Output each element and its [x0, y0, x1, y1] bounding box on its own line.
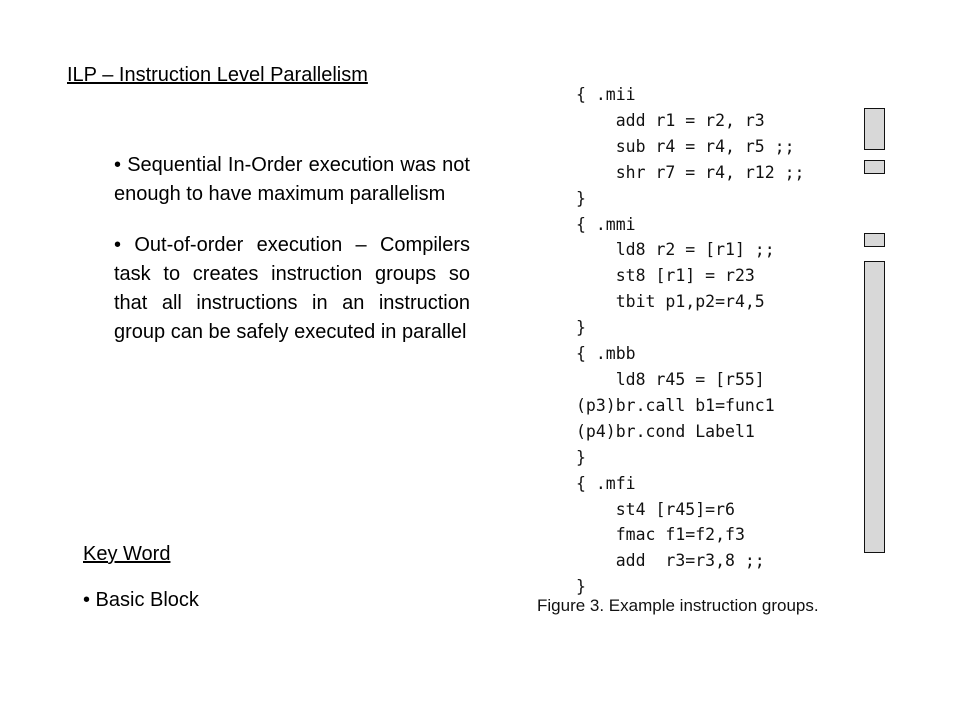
instruction-group-bar-2 [864, 160, 885, 174]
code-line: ld8 r45 = [r55] [576, 369, 765, 389]
keyword-heading: Key Word [83, 543, 171, 565]
code-line: } [576, 318, 586, 338]
code-line: } [576, 188, 586, 208]
instruction-group-bar-4 [864, 261, 885, 553]
code-line: } [576, 447, 586, 467]
code-line: fmac f1=f2,f3 [576, 525, 745, 545]
slide-title: ILP – Instruction Level Parallelism [67, 64, 368, 86]
code-line: { .mfi [576, 473, 636, 493]
instruction-group-bar-1 [864, 108, 885, 150]
code-listing [576, 82, 804, 600]
code-line: st8 [r1] = r23 [576, 266, 755, 286]
instruction-group-bar-3 [864, 233, 885, 247]
code-line: } [576, 577, 586, 597]
code-line: add r1 = r2, r3 [576, 110, 765, 130]
bullet-out-of-order-execution: • Out-of-order execution – Compilers task to creates instruction groups so that all instructions in an instruction group can be safely executed in parallel [114, 234, 470, 343]
code-line: sub r4 = r4, r5 ;; [576, 136, 795, 156]
code-line: ld8 r2 = [r1] ;; [576, 240, 775, 260]
figure-caption: Figure 3. Example instruction groups. [537, 596, 819, 615]
bullet-sequential-execution: • Sequential In-Order execution was not enough to have maximum parallelism [114, 154, 470, 205]
code-line: { .mii [576, 85, 636, 104]
code-line: { .mbb [576, 344, 636, 364]
code-line: shr r7 = r4, r12 ;; [576, 162, 805, 182]
code-line: st4 [r45]=r6 [576, 499, 735, 519]
keyword-basic-block: • Basic Block [83, 589, 199, 611]
bullet-list [114, 151, 470, 369]
code-line: add r3=r3,8 ;; [576, 551, 765, 571]
code-line: (p4)br.cond Label1 [576, 421, 755, 441]
code-line: tbit p1,p2=r4,5 [576, 292, 765, 312]
code-line: { .mmi [576, 214, 636, 234]
code-line: (p3)br.call b1=func1 [576, 395, 775, 415]
